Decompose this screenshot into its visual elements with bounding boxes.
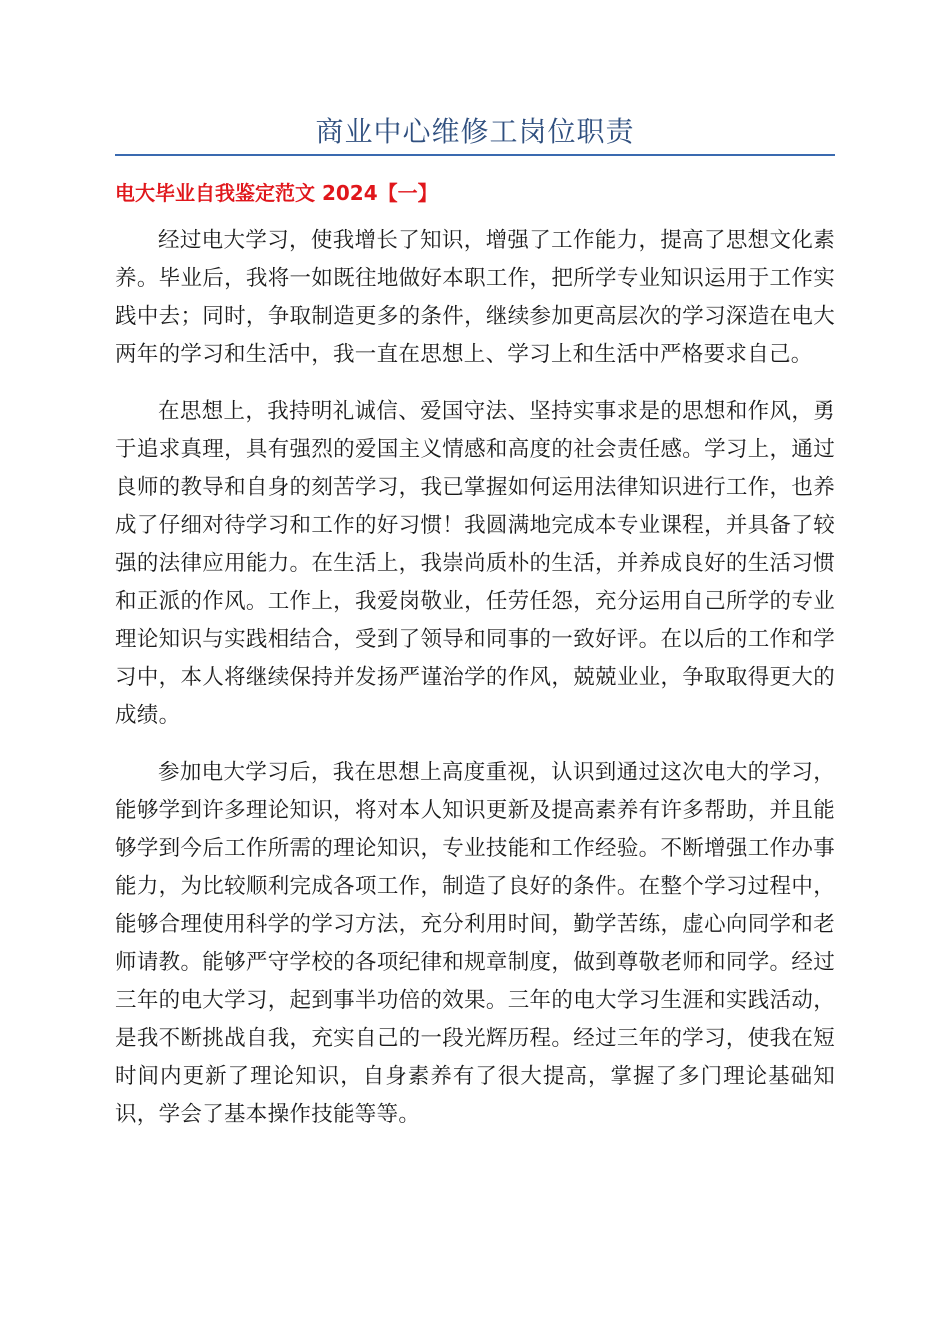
- section-heading: 电大毕业自我鉴定范文 2024【一】: [115, 181, 438, 205]
- document-title: 商业中心维修工岗位职责: [315, 115, 635, 148]
- paragraph-3: 参加电大学习后，我在思想上高度重视，认识到通过这次电大的学习，能够学到许多理论知识，将对本人知识更新及提高素养有许多帮助，并且能够学到今后工作所需的理论知识，专业技能和工作经验。不断增强工作办事能力，为比较顺利完成各项工作，制造了良好的条件。在整个学习过程中，能够合理使用科学的学习方法，充分利用时间，勤学苦练，虚心向同学和老师请教。能够严守学校的各项纪律和规章制度，做到尊敬老师和同学。经过三年的电大学习，起到事半功倍的效果。三年的电大学习生涯和实践活动，是我不断挑战自我，充实自己的一段光辉历程。经过三年的学习，使我在短时间内更新了理论知识，自身素养有了很大提高，掌握了多门理论基础知识，学会了基本操作技能等等。: [115, 760, 835, 1127]
- body-text: [115, 222, 835, 1153]
- paragraph-1: 经过电大学习，使我增长了知识，增强了工作能力，提高了思想文化素养。毕业后，我将一如既往地做好本职工作，把所学专业知识运用于工作实践中去；同时，争取制造更多的条件，继续参加更高层次的学习深造在电大两年的学习和生活中，我一直在思想上、学习上和生活中严格要求自己。: [115, 228, 835, 367]
- paragraph-2: 在思想上，我持明礼诚信、爱国守法、坚持实事求是的思想和作风，勇于追求真理，具有强烈的爱国主义情感和高度的社会责任感。学习上，通过良师的教导和自身的刻苦学习，我已掌握如何运用法律知识进行工作，也养成了仔细对待学习和工作的好习惯！我圆满地完成本专业课程，并具备了较强的法律应用能力。在生活上，我崇尚质朴的生活，并养成良好的生活习惯和正派的作风。工作上，我爱岗敬业，任劳任怨，充分运用自己所学的专业理论知识与实践相结合，受到了领导和同事的一致好评。在以后的工作和学习中，本人将继续保持并发扬严谨治学的作风，兢兢业业，争取取得更大的成绩。: [115, 399, 835, 728]
- title-underline-divider: [115, 154, 835, 156]
